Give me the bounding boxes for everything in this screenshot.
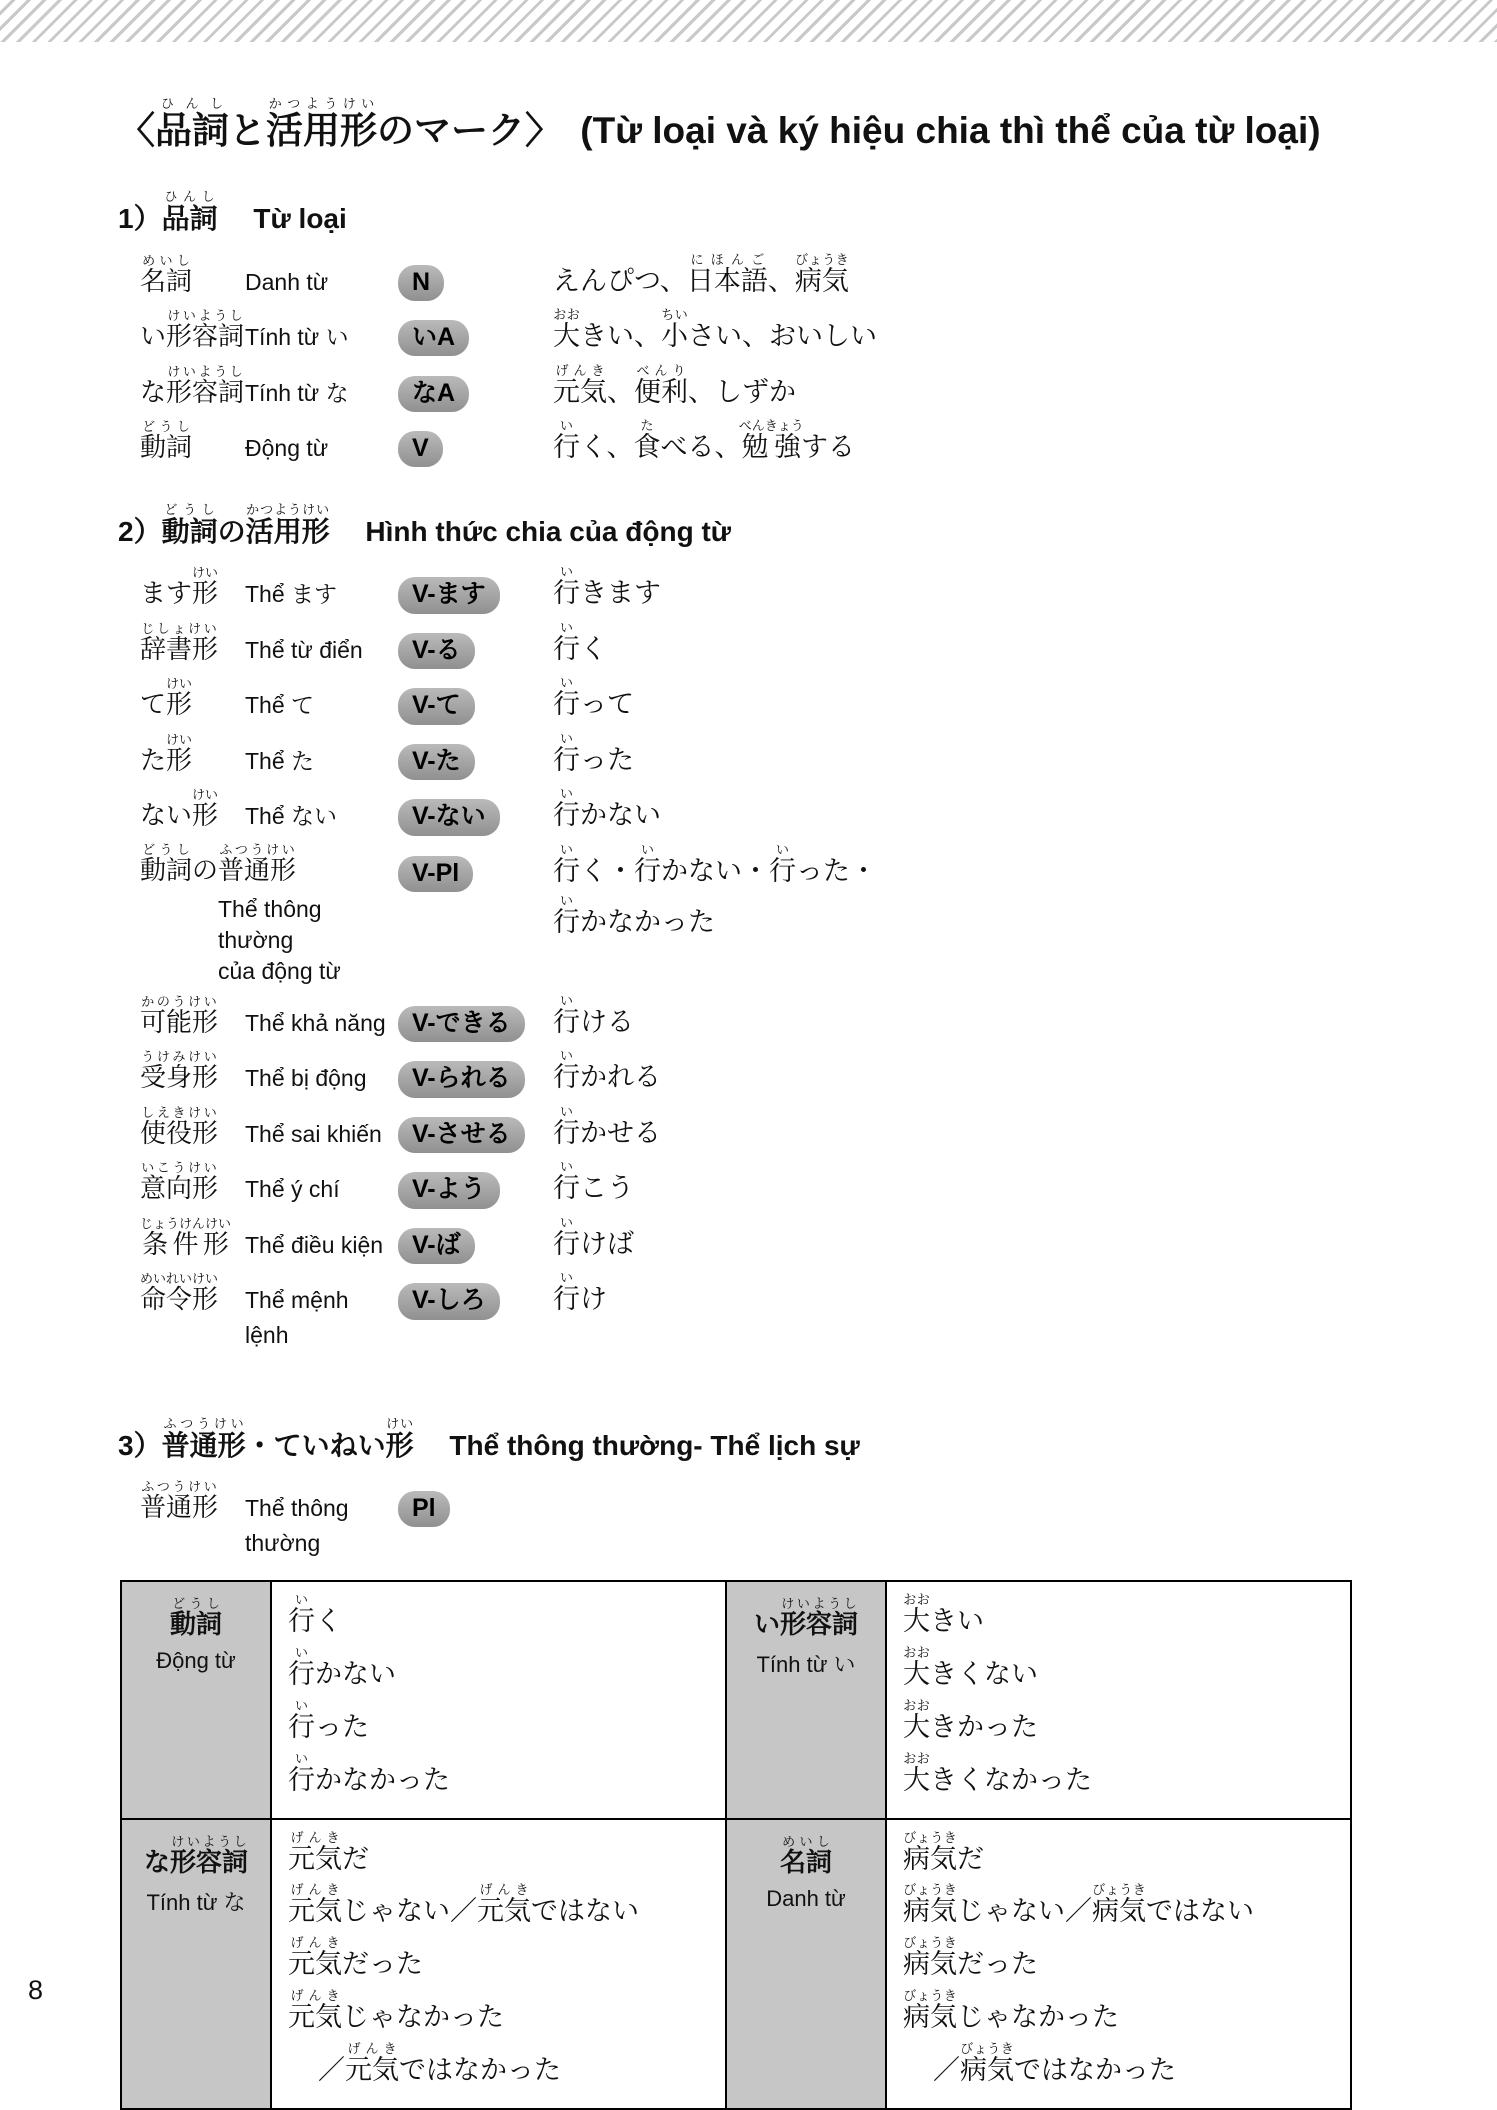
conjugation-row-potential: [118, 993, 1437, 1043]
plain-form-table: [120, 1580, 1352, 2110]
table-label-verb-japanese: 動詞どうし: [169, 1596, 222, 1640]
conjugation-rows: [118, 564, 1437, 1352]
form-example-line1: 行いく・行いかない・行いった・: [553, 841, 877, 886]
section3-heading-japanese: 普通形ふつうけい・ていねい形けい: [161, 1416, 414, 1462]
na-adjective-form-line: 元気げんきだった: [288, 1935, 423, 1980]
form-example: 行いって: [553, 675, 634, 720]
pos-examples: えんぴつ、日本語にほんご、病気びょうき: [553, 251, 849, 296]
table-label-noun: [726, 1819, 886, 2109]
form-term-block: [140, 842, 398, 987]
pos-badge: なA: [398, 376, 469, 412]
pos-row-verb: [118, 418, 1437, 468]
conjugation-row-masu: [118, 564, 1437, 614]
pos-vietnamese: Tính từ い: [245, 324, 349, 351]
form-badge: V-Pl: [398, 856, 473, 892]
form-term: 辞書形じしょけい: [140, 620, 219, 664]
i-adjective-form-line: 大おおきくなかった: [903, 1750, 1092, 1795]
pos-vietnamese: Danh từ: [245, 268, 329, 295]
form-vietnamese-line1: Thể thông thường: [218, 895, 322, 953]
table-label-na-adjective-vietnamese: Tính từ な: [146, 1889, 246, 1915]
form-vietnamese: Thể ない: [245, 803, 338, 830]
form-vietnamese: Thể khả năng: [245, 1009, 386, 1036]
verb-form-line: 行いかない: [288, 1644, 396, 1689]
form-badge-cell: [398, 1172, 553, 1208]
table-cell-noun-forms: [886, 1819, 1351, 2109]
page-title-japanese: 〈品詞ひんしと活用形かつようけいのマーク〉: [118, 96, 562, 151]
pos-term: い形容詞けいようし: [140, 308, 245, 352]
verb-form-line: 行いった: [288, 1697, 369, 1742]
pos-row-noun: [118, 252, 1437, 302]
plain-form-term: 普通形ふつうけい: [140, 1479, 219, 1523]
plain-form-badge-cell: [398, 1491, 553, 1527]
pos-badge-cell: [398, 376, 553, 412]
na-adjective-form-line: 元気げんきだ: [288, 1829, 369, 1874]
pos-rows: [118, 252, 1437, 468]
form-badge: V-られる: [398, 1061, 525, 1097]
form-vietnamese: Thể sai khiến: [245, 1120, 382, 1147]
form-badge: V-ます: [398, 577, 500, 613]
form-term: 条件形じょうけんけい: [140, 1215, 232, 1259]
noun-form-line: ／病気びょうきではなかった: [933, 2041, 1176, 2086]
form-badge: V-ば: [398, 1228, 475, 1264]
form-example-block: [553, 842, 877, 944]
pos-examples: 行いく、食たべる、勉強べんきょうする: [553, 418, 855, 463]
table-cell-verb-forms: [271, 1581, 726, 1819]
verb-form-line: 行いかなかった: [288, 1750, 450, 1795]
conjugation-row-plain-form: [118, 842, 1437, 987]
conjugation-row-imperative: [118, 1270, 1437, 1352]
noun-form-line: 病気びょうきじゃない／病気びょうきではない: [903, 1882, 1254, 1927]
section1-heading-vietnamese: Từ loại: [253, 203, 347, 235]
form-badge: V-させる: [398, 1117, 525, 1153]
noun-form-line: 病気びょうきだ: [903, 1829, 984, 1874]
pos-vietnamese: Tính từ な: [245, 379, 349, 406]
form-badge: V-る: [398, 633, 475, 669]
form-term: 可能形かのうけい: [140, 993, 219, 1037]
form-vietnamese: Thể た: [245, 747, 315, 774]
section1-heading-japanese: 品詞ひんし: [161, 189, 218, 235]
form-example: 行いかれる: [553, 1048, 661, 1093]
form-term: 動詞どうしの普通形ふつうけい: [140, 841, 297, 885]
form-example: 行いかせる: [553, 1103, 661, 1148]
section3-heading: [118, 1416, 1437, 1467]
form-badge-cell: [398, 1117, 553, 1153]
table-cell-i-adjective-forms: [886, 1581, 1351, 1819]
form-badge-cell: [398, 799, 553, 835]
form-example: 行いった: [553, 730, 634, 775]
form-example: 行いこう: [553, 1159, 634, 1204]
section-plain-polite: [118, 1416, 1437, 2110]
section-parts-of-speech: [118, 189, 1437, 468]
verb-form-line: 行いく: [288, 1592, 342, 1637]
form-term: て形けい: [140, 676, 193, 720]
form-term: 使役形しえきけい: [140, 1104, 219, 1148]
decorative-stripe-band: [0, 0, 1497, 42]
form-example: 行いかない: [553, 786, 661, 831]
form-badge-cell: [398, 1283, 553, 1319]
section3-heading-vietnamese: Thể thông thường- Thể lịch sự: [449, 1430, 860, 1462]
section3-number: 3）: [118, 1430, 162, 1462]
section2-heading-japanese: 動詞どうしの活用形かつようけい: [161, 501, 330, 547]
pos-badge: いA: [398, 320, 469, 356]
na-adjective-form-line: ／元気げんきではなかった: [318, 2041, 561, 2086]
table-row-1: [121, 1581, 1351, 1819]
form-vietnamese: Thể ý chí: [245, 1176, 340, 1203]
pos-badge-cell: [398, 265, 553, 301]
table-label-i-adjective-vietnamese: Tính từ い: [756, 1652, 856, 1678]
form-badge-cell: [398, 1061, 553, 1097]
form-badge-cell: [398, 744, 553, 780]
pos-badge-cell: [398, 320, 553, 356]
form-example: 行いけば: [553, 1214, 634, 1259]
form-vietnamese: Thể từ điển: [245, 636, 363, 663]
plain-form-vietnamese: Thể thông thường: [245, 1495, 349, 1556]
section-verb-conjugation: [118, 502, 1437, 1353]
na-adjective-form-line: 元気げんきじゃなかった: [288, 1988, 504, 2033]
form-term: ます形けい: [140, 565, 219, 609]
form-vietnamese: Thể điều kiện: [245, 1231, 384, 1258]
form-badge: V-ない: [398, 799, 500, 835]
pos-row-na-adjective: [118, 363, 1437, 413]
pos-term: 動詞どうし: [140, 419, 193, 463]
form-badge-cell: [398, 688, 553, 724]
pos-badge-cell: [398, 431, 553, 467]
form-term: 意向形いこうけい: [140, 1160, 219, 1204]
form-vietnamese-line2: của động từ: [218, 957, 341, 984]
table-cell-na-adjective-forms: [271, 1819, 726, 2109]
form-vietnamese: Thể ます: [245, 581, 338, 608]
conjugation-row-te: [118, 675, 1437, 725]
form-term: た形けい: [140, 731, 193, 775]
form-term: 命令形めいれいけい: [140, 1271, 219, 1315]
form-badge: V-できる: [398, 1006, 525, 1042]
form-badge: V-た: [398, 744, 475, 780]
form-badge: V-よう: [398, 1172, 500, 1208]
form-badge-cell: [398, 633, 553, 669]
pos-vietnamese: Động từ: [245, 435, 329, 462]
section2-number: 2）: [118, 515, 162, 547]
table-label-verb-vietnamese: Động từ: [156, 1648, 236, 1674]
noun-form-line: 病気びょうきじゃなかった: [903, 1988, 1119, 2033]
conjugation-row-ta: [118, 731, 1437, 781]
form-vietnamese-block: [218, 894, 398, 987]
form-badge: V-て: [398, 688, 475, 724]
conjugation-row-dictionary: [118, 620, 1437, 670]
na-adjective-form-line: 元気げんきじゃない／元気げんきではない: [288, 1882, 639, 1927]
form-badge-cell: [398, 1228, 553, 1264]
form-term: 受身形うけみけい: [140, 1049, 219, 1093]
pos-badge: V: [398, 431, 443, 467]
table-row-2: [121, 1819, 1351, 2109]
pos-examples: 元気げんき、便利べんり、しずか: [553, 362, 796, 407]
conjugation-row-causative: [118, 1104, 1437, 1154]
pos-badge: N: [398, 265, 444, 301]
pos-term: 名詞めいし: [140, 252, 193, 296]
page-title: [118, 96, 1437, 155]
form-example-line2: 行いかなかった: [553, 892, 715, 937]
form-badge-cell: [398, 577, 553, 613]
table-label-noun-japanese: 名詞めいし: [779, 1833, 832, 1877]
section2-heading-vietnamese: Hình thức chia của động từ: [365, 515, 732, 547]
conjugation-row-conditional: [118, 1215, 1437, 1265]
page-number: 8: [28, 1975, 44, 2005]
table-label-na-adjective: [121, 1819, 271, 2109]
table-label-verb: [121, 1581, 271, 1819]
plain-form-row: [118, 1479, 1437, 1560]
form-vietnamese: Thể て: [245, 692, 315, 719]
form-vietnamese: Thể bị động: [245, 1065, 367, 1092]
i-adjective-form-line: 大おおきくない: [903, 1644, 1038, 1689]
i-adjective-form-line: 大おおきい: [903, 1592, 984, 1637]
form-example: 行いける: [553, 992, 634, 1037]
table-label-i-adjective: [726, 1581, 886, 1819]
form-badge-cell: [398, 1006, 553, 1042]
section2-heading: [118, 502, 1437, 553]
pos-row-i-adjective: [118, 307, 1437, 357]
table-label-i-adjective-japanese: い形容詞けいようし: [753, 1596, 859, 1640]
pos-examples: 大おおきい、小ちいさい、おいしい: [553, 307, 877, 352]
i-adjective-form-line: 大おおきかった: [903, 1697, 1038, 1742]
form-badge: V-しろ: [398, 1283, 500, 1319]
form-vietnamese: Thể mệnh lệnh: [245, 1287, 349, 1348]
table-label-noun-vietnamese: Danh từ: [766, 1885, 846, 1911]
section1-heading: [118, 189, 1437, 240]
conjugation-row-nai: [118, 786, 1437, 836]
noun-form-line: 病気びょうきだった: [903, 1935, 1038, 1980]
page-title-vietnamese: (Từ loại và ký hiệu chia thì thể của từ loại): [580, 110, 1321, 151]
form-badge-cell: [398, 856, 553, 892]
form-example: 行いけ: [553, 1270, 607, 1315]
conjugation-row-volitional: [118, 1159, 1437, 1209]
table-label-na-adjective-japanese: な形容詞けいようし: [143, 1833, 249, 1877]
conjugation-row-passive: [118, 1048, 1437, 1098]
form-term: ない形けい: [140, 787, 219, 831]
section1-number: 1）: [118, 203, 162, 235]
form-example: 行いきます: [553, 564, 661, 609]
pos-term: な形容詞けいようし: [140, 363, 245, 407]
plain-form-badge: Pl: [398, 1491, 450, 1527]
form-example: 行いく: [553, 619, 607, 664]
